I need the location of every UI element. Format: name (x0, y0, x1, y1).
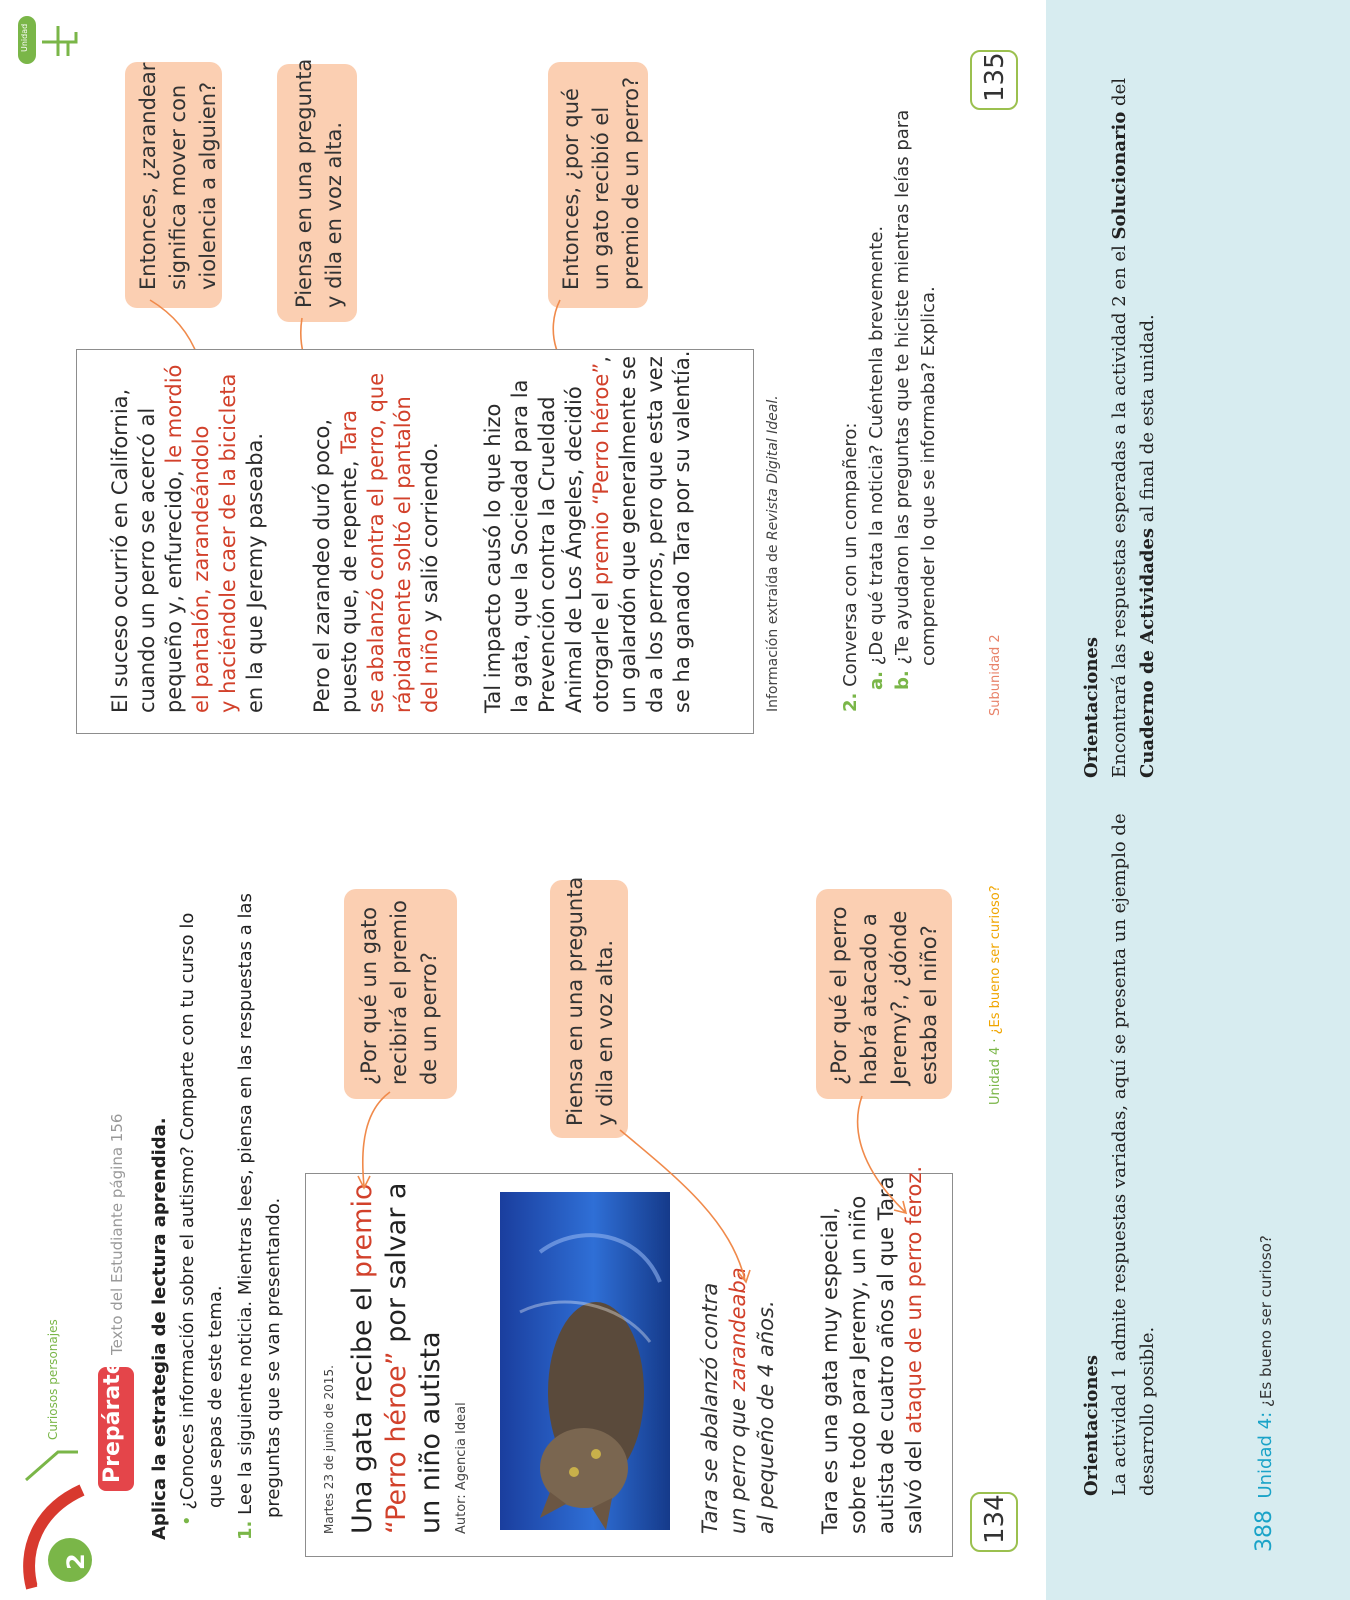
article-author: Autor: Agencia Ideal (454, 1402, 469, 1534)
article-paragraph-1: El suceso ocurrió en California, cuando un perro se acercó al pequeño y, enfurecido, le mordió el pantalón, zarandeándolo y haciéndole caer de la bicicleta en la que Jeremy paseaba. (108, 364, 267, 713)
bubble-line: ¿Por qué el perro (827, 906, 851, 1085)
article-paragraph-3: Tal impacto causó lo que hizo la gata, que la Sociedad para la Prevención contra la Crueldad Animal de Los Ángeles, decidió otorgarle el premio “Perro héroe”, un galardón que generalmente se da a los perros, pero que esta vez se ha ganado Tara por su valentía. (481, 350, 694, 713)
page-footer: Unidad 4 · ¿Es bueno ser curioso? (988, 885, 1003, 1105)
photo-caption: Tara se abalanzó contra un perro que zarandeaba al pequeño de 4 años. (698, 1267, 778, 1534)
subunit-number: 2 (62, 1553, 90, 1570)
bubble-line: violencia a alguien? (196, 81, 220, 290)
article-lead: Tara es una gata muy especial, sobre todo para Jeremy, un niño autista de cuatro años al que Tara salvó del ataque de un perro feroz. (818, 1165, 926, 1534)
instructions: Aplica la estrategia de lectura aprendida. • ¿Conoces información sobre el autismo? Comparte con tu curso lo que sepas de este tema. 1. Lee la siguiente noticia. Mientras lees, piensa en las respuestas a las preguntas que se van presentando. (149, 893, 284, 1540)
page-135 (0, 0, 1046, 801)
bubble-line: un gato recibió el (589, 106, 613, 290)
news-article-continued (76, 349, 754, 734)
bubble-line: estaba el niño? (917, 925, 941, 1085)
bubble-line: Jeremy?, ¿dónde (887, 910, 911, 1085)
bubble-line: significa mover con (166, 84, 190, 290)
bubble-line: Piensa en una pregunta (292, 58, 316, 308)
bubble-line: Entonces, ¿zarandear (136, 62, 160, 290)
bubble-line: ¿Por qué un gato (357, 906, 381, 1085)
article-headline: Una gata recibe el premio “Perro héroe” por salvar a un niño autista (347, 1182, 446, 1534)
subunit-title: Curiosos personajes (46, 1319, 60, 1440)
page-number-134: 134 (970, 1492, 1018, 1552)
student-text-reference: Texto del Estudiante página 156 (108, 1113, 126, 1355)
teacher-guidance-sidebar (1046, 0, 1350, 1600)
article-paragraph-2: Pero el zarandeo duró poco, puesto que, de repente, Tara se abalanzó contra el perro, que rápidamente soltó el pantalón del niño y salió corriendo. (310, 372, 442, 713)
subunit-badge-label: Subunidad (36, 1550, 44, 1588)
sidebar-footer: 388 Unidad 4: ¿Es bueno ser curioso? (1252, 1235, 1277, 1552)
bubble-line: Piensa en una pregunta (563, 876, 587, 1126)
bubble-arrows-2 (0, 800, 1046, 1600)
article-source: Información extraída de Revista Digital Ideal. (765, 395, 781, 712)
page-number-135: 135 (970, 50, 1018, 110)
bubble-line: Entonces, ¿por qué (559, 88, 583, 290)
guidance-top: Orientaciones Encontrará las respuestas esperadas a la actividad 2 en el Solucionario del Cuaderno de Actividades al final de esta unidad. (1081, 78, 1158, 778)
bubble-line: y dila en voz alta. (593, 939, 617, 1126)
unit-badge-label: Unidad (20, 23, 29, 52)
guidance-bottom: Orientaciones La actividad 1 admite respuestas variadas, aquí se presenta un ejemplo de desarrollo posible. (1081, 813, 1158, 1496)
question-2: 2. Conversa con un compañero: a. ¿De qué trata la noticia? Cuéntenla brevemente. b. ¿Te ayudaron las preguntas que te hiciste mientras leías para comprender lo que se informaba? Explica. (840, 109, 939, 712)
bubble-line: de un perro? (417, 952, 441, 1085)
page-134 (0, 800, 1046, 1600)
article-date: Martes 23 de junio de 2015. (322, 1365, 336, 1534)
bubble-line: habrá atacado a (857, 913, 881, 1085)
page-footer: Subunidad 2 (988, 634, 1003, 716)
preparate-tag: Prepárate (98, 1367, 134, 1491)
bubble-line: y dila en voz alta. (322, 121, 346, 308)
bubble-line: premio de un perro? (619, 76, 643, 290)
bubble-line: recibirá el premio (387, 900, 411, 1085)
